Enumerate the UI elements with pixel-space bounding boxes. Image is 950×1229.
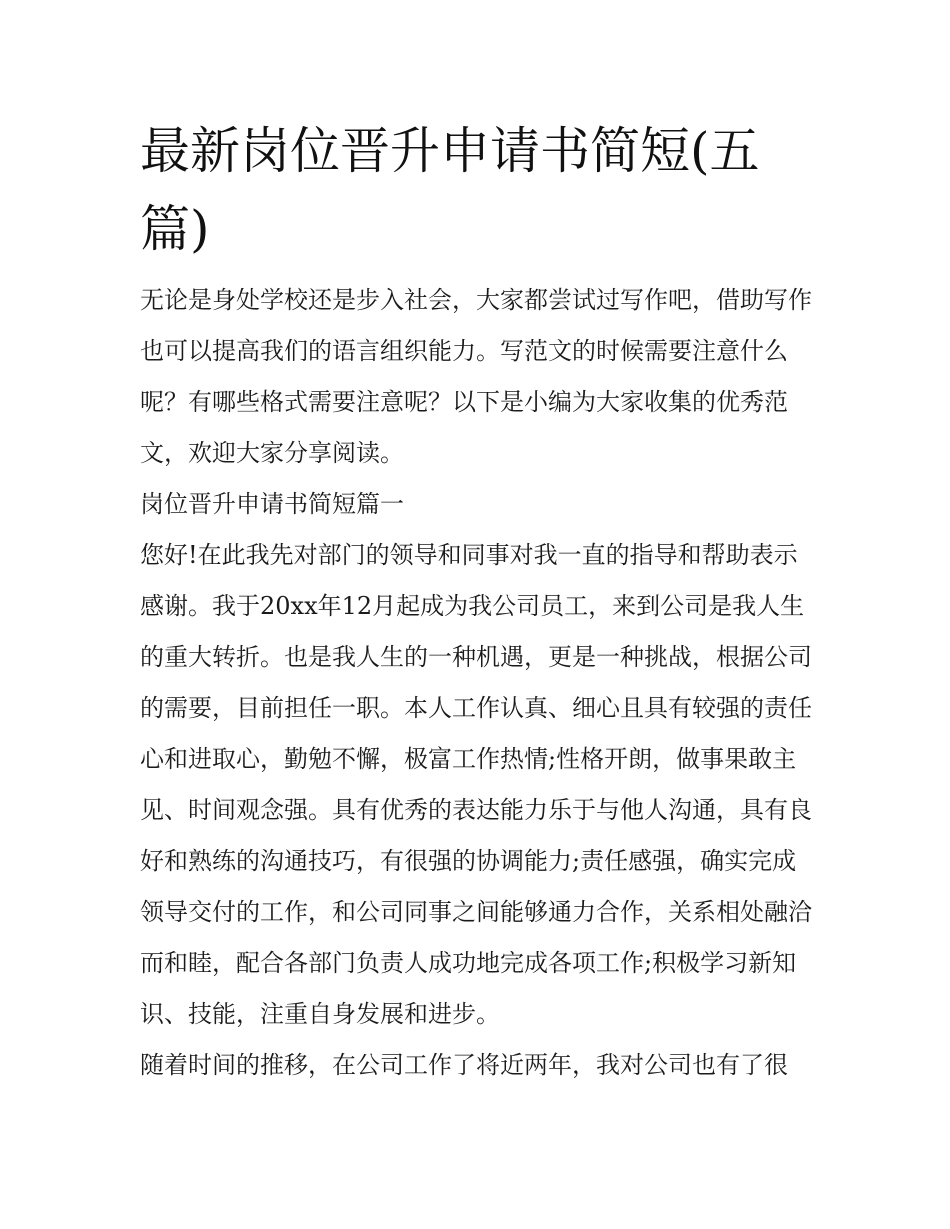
body-paragraph-1: 您好!在此我先对部门的领导和同事对我一直的指导和帮助表示感谢。我于20xx年12月起成为我公司员工，来到公司是我人生的重大转折。也是我人生的一种机遇，更是一种挑战，根据公司的需要，目前担任一职。本人工作认真、细心且具有较强的责任心和进取心，勤勉不懈，极富工作热情;性格开朗，做事果敢主见、时间观念强。具有优秀的表达能力乐于与他人沟通，具有良好和熟练的沟通技巧，有很强的协调能力;责任感强，确实完成领导交付的工作，和公司同事之间能够通力合作，关系相处融洽而和睦，配合各部门负责人成功地完成各项工作;积极学习新知识、技能，注重自身发展和进步。	[140, 541, 812, 1028]
document-title: 最新岗位晋升申请书简短(五篇)	[140, 122, 760, 258]
body-paragraph-2: 随着时间的推移，在公司工作了将近两年，我对公司也有了很	[140, 1051, 788, 1079]
intro-paragraph: 无论是身处学校还是步入社会，大家都尝试过写作吧，借助写作也可以提高我们的语言组织能力。写范文的时候需要注意什么呢？有哪些格式需要注意呢？以下是小编为大家收集的优秀范文，欢迎大家分享阅读。	[140, 286, 812, 467]
section-heading: 岗位晋升申请书简短篇一	[140, 490, 404, 518]
